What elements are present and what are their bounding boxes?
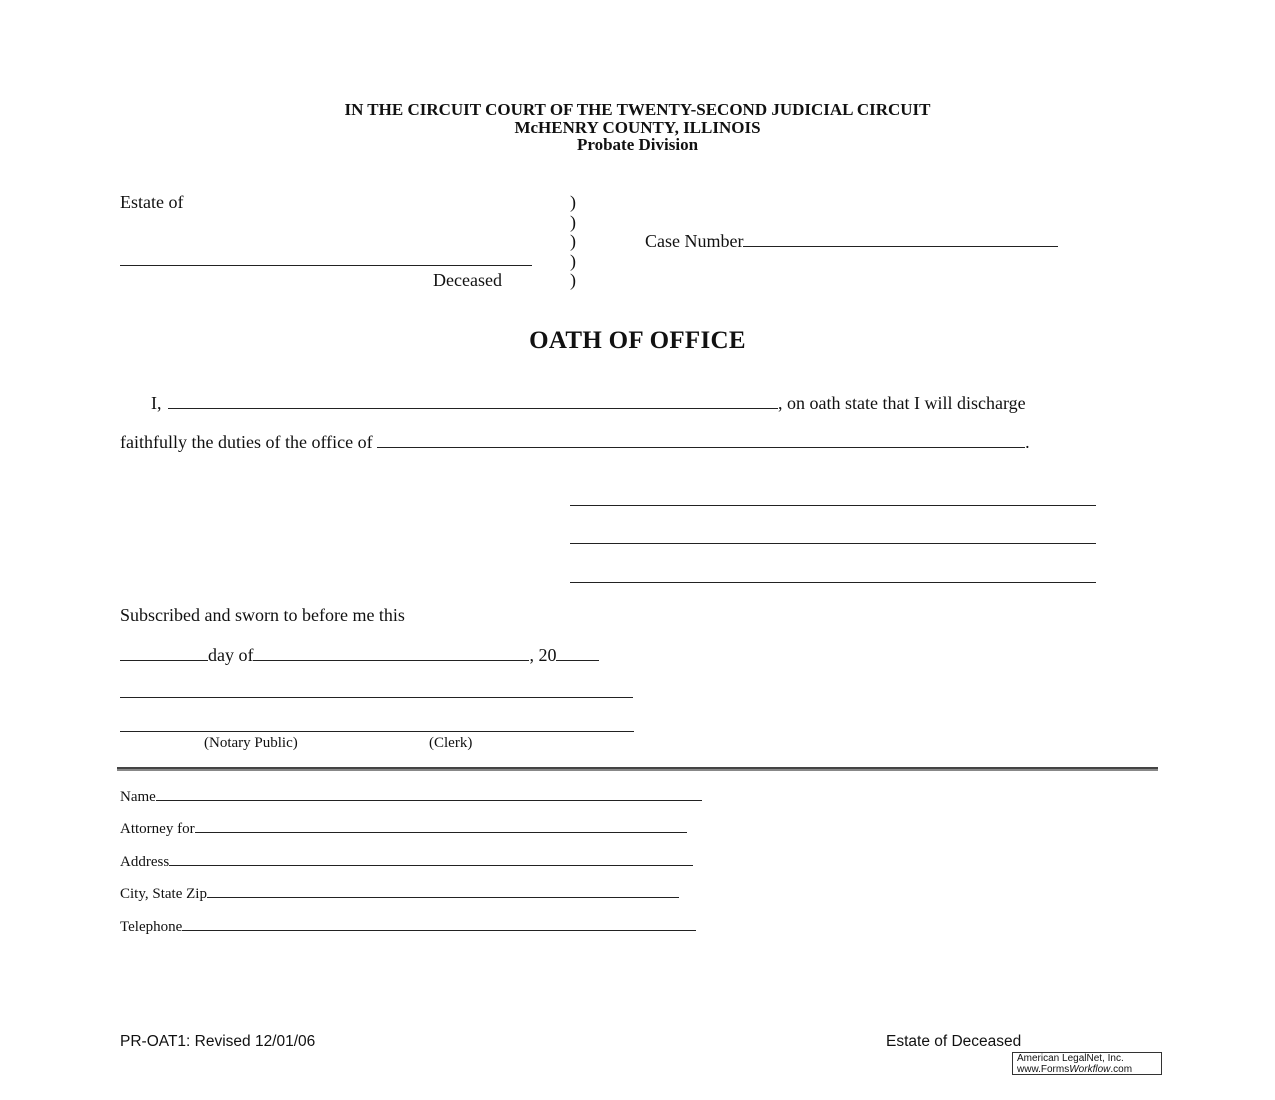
- jurat-signature-line-2[interactable]: [120, 731, 634, 732]
- attorney-field-address: [120, 852, 693, 871]
- attorney-field-name: [120, 787, 702, 806]
- document-title: OATH OF OFFICE: [529, 327, 746, 354]
- publisher-badge: [1012, 1052, 1162, 1075]
- jurat-signature-line-1[interactable]: [120, 697, 633, 698]
- form-name: Estate of Deceased: [886, 1033, 1022, 1050]
- oath-line2-suffix: .: [1025, 432, 1030, 452]
- year-field[interactable]: [556, 645, 599, 661]
- subscribed-text: Subscribed and sworn to before me this: [120, 605, 405, 625]
- publisher-name: American LegalNet, Inc.: [1017, 1053, 1124, 1064]
- caption-paren: ): [570, 211, 576, 232]
- attorney-field-telephone: [120, 917, 696, 936]
- caption-paren: ): [570, 250, 576, 271]
- estate-name-field[interactable]: [120, 265, 532, 266]
- caption-paren: ): [570, 192, 576, 212]
- estate-of-label: Estate of: [120, 192, 184, 212]
- jurat-date-row: [120, 645, 599, 666]
- office-field[interactable]: [377, 432, 1025, 448]
- oath-middle-text: , on oath state that I will discharge: [778, 393, 1026, 413]
- deceased-label: Deceased: [433, 270, 502, 290]
- signature-line-2[interactable]: [570, 543, 1096, 544]
- attorney-field-label: Attorney for: [120, 821, 195, 837]
- oath-line-1: [151, 393, 1026, 414]
- day-of-label: day of: [208, 645, 254, 665]
- telephone-input[interactable]: [182, 917, 696, 931]
- division-heading: Probate Division: [576, 135, 699, 154]
- county-heading: McHENRY COUNTY, ILLINOIS: [514, 118, 761, 137]
- publisher-url-part: www.Forms: [1017, 1063, 1070, 1075]
- oath-prefix: I,: [151, 393, 162, 413]
- publisher-url-part: Workflow: [1069, 1063, 1111, 1075]
- day-field[interactable]: [120, 645, 208, 661]
- clerk-label: (Clerk): [429, 735, 473, 751]
- attorney-for-input[interactable]: [195, 819, 687, 833]
- form-id: PR-OAT1: Revised 12/01/06: [120, 1033, 316, 1050]
- attorney-field-label: City, State Zip: [120, 886, 207, 902]
- signature-line-1[interactable]: [570, 505, 1096, 506]
- attorney-field-label: Address: [120, 854, 170, 870]
- oath-line-2: [120, 432, 1030, 453]
- month-field[interactable]: [253, 645, 529, 661]
- attorney-field-label: Telephone: [120, 919, 183, 935]
- case-number-label: Case Number: [645, 231, 744, 251]
- notary-public-label: (Notary Public): [204, 735, 298, 751]
- signature-line-3[interactable]: [570, 582, 1096, 583]
- attorney-field-attorney-for: [120, 819, 687, 838]
- attorney-name-input[interactable]: [156, 787, 702, 801]
- city-state-zip-input[interactable]: [207, 884, 679, 898]
- court-heading: IN THE CIRCUIT COURT OF THE TWENTY-SECOND JUDICIAL CIRCUIT: [344, 100, 931, 119]
- caption-paren: ): [570, 270, 576, 290]
- oath-name-field[interactable]: [168, 393, 778, 409]
- case-number-row: [645, 231, 1058, 252]
- publisher-url-part: .com: [1110, 1063, 1133, 1075]
- caption-paren: ): [570, 231, 576, 251]
- caption-paren-column: [570, 193, 576, 291]
- case-number-field[interactable]: [743, 231, 1058, 247]
- year-prefix: , 20: [529, 645, 557, 665]
- publisher-url: [1017, 1065, 1161, 1076]
- address-input[interactable]: [169, 852, 693, 866]
- section-divider-shadow: [117, 769, 1158, 771]
- attorney-field-label: Name: [120, 789, 156, 805]
- oath-line2-prefix: faithfully the duties of the office of: [120, 432, 373, 452]
- attorney-field-city-state-zip: [120, 884, 679, 903]
